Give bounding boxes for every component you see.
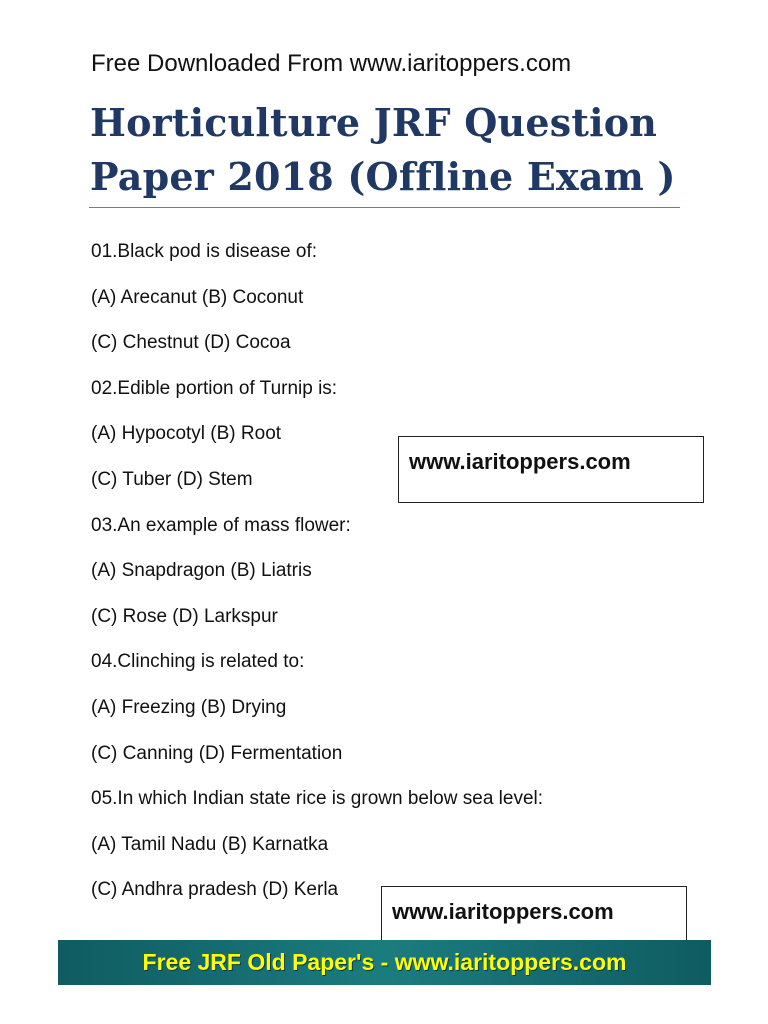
question-5-options-a-b: (A) Tamil Nadu (B) Karnatka	[91, 833, 329, 855]
watermark-box-2: www.iaritoppers.com	[381, 886, 687, 941]
question-list	[91, 229, 543, 913]
question-1-options-a-b: (A) Arecanut (B) Coconut	[91, 286, 304, 308]
question-4-options-a-b: (A) Freezing (B) Drying	[91, 696, 287, 718]
footer-text: Free JRF Old Paper's - www.iaritoppers.com	[142, 949, 627, 975]
question-2-options-a-b: (A) Hypocotyl (B) Root	[91, 423, 282, 445]
page-title: Horticulture JRF Question Paper 2018 (Offline Exam )	[90, 100, 676, 199]
question-5: 05.In which Indian state rice is grown below sea level:	[91, 788, 544, 810]
source-line: Free Downloaded From www.iaritoppers.com	[91, 50, 572, 77]
question-3-options-c-d: (C) Rose (D) Larkspur	[91, 605, 278, 627]
footer-banner	[58, 940, 711, 985]
question-1: 01.Black pod is disease of:	[91, 241, 318, 262]
question-2-options-c-d: (C) Tuber (D) Stem	[91, 468, 253, 490]
question-1-options-c-d: (C) Chestnut (D) Cocoa	[91, 332, 291, 354]
watermark-box-1: www.iaritoppers.com	[398, 436, 704, 503]
question-3-options-a-b: (A) Snapdragon (B) Liatris	[91, 560, 312, 582]
question-3: 03.An example of mass flower:	[91, 514, 351, 536]
title-divider	[89, 207, 680, 208]
question-5-options-c-d: (C) Andhra pradesh (D) Kerla	[91, 879, 339, 901]
question-2: 02.Edible portion of Turnip is:	[91, 377, 338, 399]
question-4: 04.Clinching is related to:	[91, 651, 305, 673]
question-4-options-c-d: (C) Canning (D) Fermentation	[91, 742, 343, 764]
